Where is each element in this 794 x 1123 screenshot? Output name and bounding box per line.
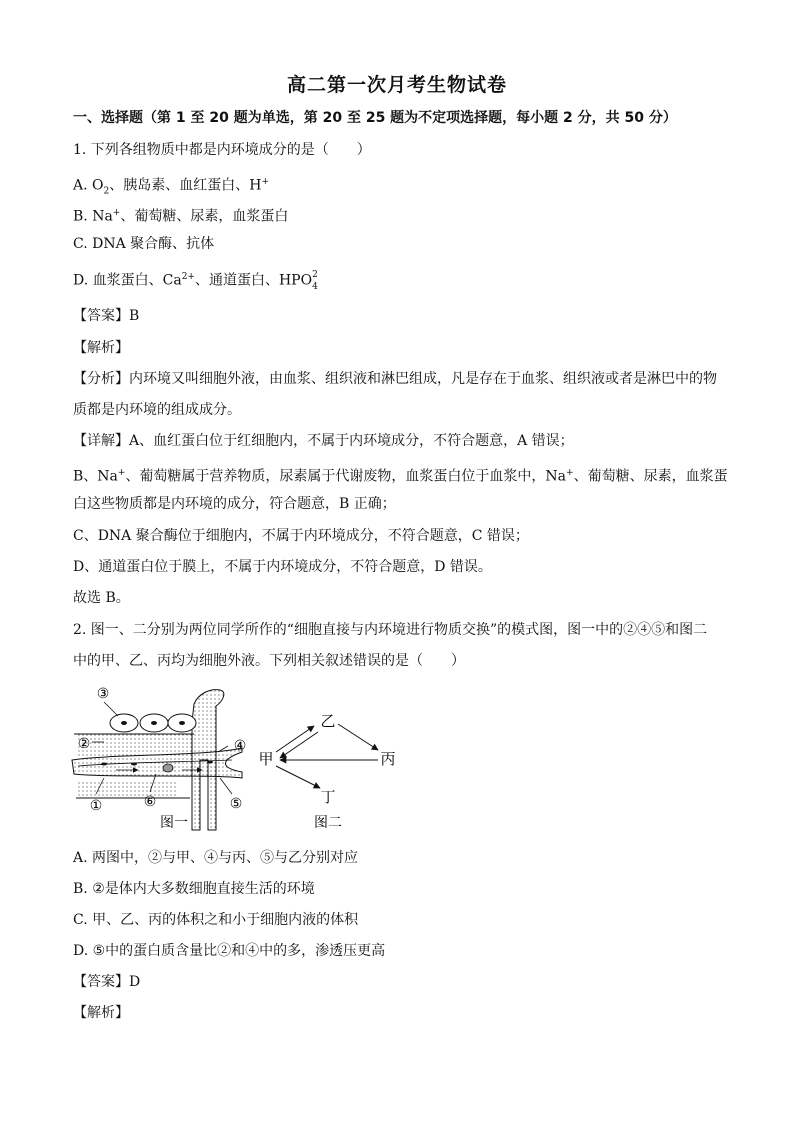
q2-figures	[70, 682, 410, 832]
q2-stem-1: 2. 图一、二分别为两位同学所作的“细胞直接与内环境进行物质交换”的模式图，图一中的②④⑤和图二	[73, 622, 708, 638]
node-yi: 乙	[320, 712, 336, 730]
red-blood-cell	[163, 764, 173, 772]
q1-stem: 1. 下列各组物质中都是内环境成分的是（ ）	[73, 142, 371, 158]
node-jia: 甲	[258, 750, 274, 768]
mark-1: ①	[89, 798, 103, 814]
node-bing: 丙	[380, 750, 396, 768]
arrow-yi-bing	[338, 724, 378, 750]
page-title: 高二第一次月考生物试卷	[286, 74, 507, 96]
q2-stem-2: 中的甲、乙、丙均为细胞外液。下列相关叙述错误的是（ ）	[73, 653, 465, 669]
q1-fenxi-2: 质都是内环境的组成成分。	[73, 402, 241, 418]
q1-detail-5: D、通道蛋白位于膜上，不属于内环境成分，不符合题意，D 错误。	[73, 559, 492, 575]
q1-option-a: A. $O_2$、胰岛素、血红蛋白、H+	[73, 177, 269, 197]
q1-option-b: B. Na+、葡萄糖、尿素，血浆蛋白	[73, 208, 289, 225]
mark-6: ⑥	[143, 794, 157, 810]
q1-option-d: D. 血浆蛋白、$Ca^{2+}$、通道蛋白、HPO 2 4	[73, 270, 318, 292]
section-heading: 一、选择题（第 1 至 20 题为单选，第 20 至 25 题为不定项选择题，每小题 2 分，共 50 分）	[73, 110, 677, 126]
q1-fenxi-1: 【分析】内环境又叫细胞外液，由血浆、组织液和淋巴组成，凡是存在于血浆、组织液或者是淋巴中的物	[73, 371, 717, 387]
mark-2: ②	[77, 736, 91, 752]
arrow-jia-ding	[276, 766, 320, 788]
mark-3: ③	[96, 686, 110, 702]
figure-1-label: 图一	[160, 815, 188, 831]
q2-answer: 【答案】D	[73, 974, 141, 990]
node-ding: 丁	[320, 788, 336, 806]
q2-option-b: B. ②是体内大多数细胞直接生活的环境	[73, 881, 315, 897]
q1-option-c: C. DNA 聚合酶、抗体	[73, 236, 215, 252]
figure-2-label: 图二	[314, 815, 342, 831]
q1-detail-1: 【详解】A、血红蛋白位于红细胞内，不属于内环境成分，不符合题意，A 错误；	[73, 433, 574, 449]
mark-5: ⑤	[229, 796, 243, 812]
q2-analysis-tag: 【解析】	[73, 1005, 129, 1021]
q2-option-c: C. 甲、乙、丙的体积之和小于细胞内液的体积	[73, 912, 359, 928]
mark-4: ④	[233, 738, 247, 754]
q1-detail-3: 白这些物质都是内环境的成分，符合题意，B 正确；	[73, 496, 396, 512]
figure-2-diagram	[258, 712, 395, 831]
q1-conclusion: 故选 B。	[73, 590, 130, 606]
q1-analysis-tag: 【解析】	[73, 340, 129, 356]
q2-option-a: A. 两图中，②与甲、④与丙、⑤与乙分别对应	[73, 850, 359, 866]
q1-detail-4: C、DNA 聚合酶位于细胞内，不属于内环境成分，不符合题意，C 错误；	[73, 528, 529, 544]
figure-1-diagram	[72, 686, 246, 831]
q1-answer: 【答案】B	[73, 308, 140, 324]
q2-option-d: D. ⑤中的蛋白质含量比②和④中的多，渗透压更高	[73, 943, 386, 959]
q1-detail-2: B、Na+、葡萄糖属于营养物质，尿素属于代谢废物，血浆蛋白位于血浆中，Na+、葡萄糖、尿素，血浆蛋	[73, 468, 728, 485]
